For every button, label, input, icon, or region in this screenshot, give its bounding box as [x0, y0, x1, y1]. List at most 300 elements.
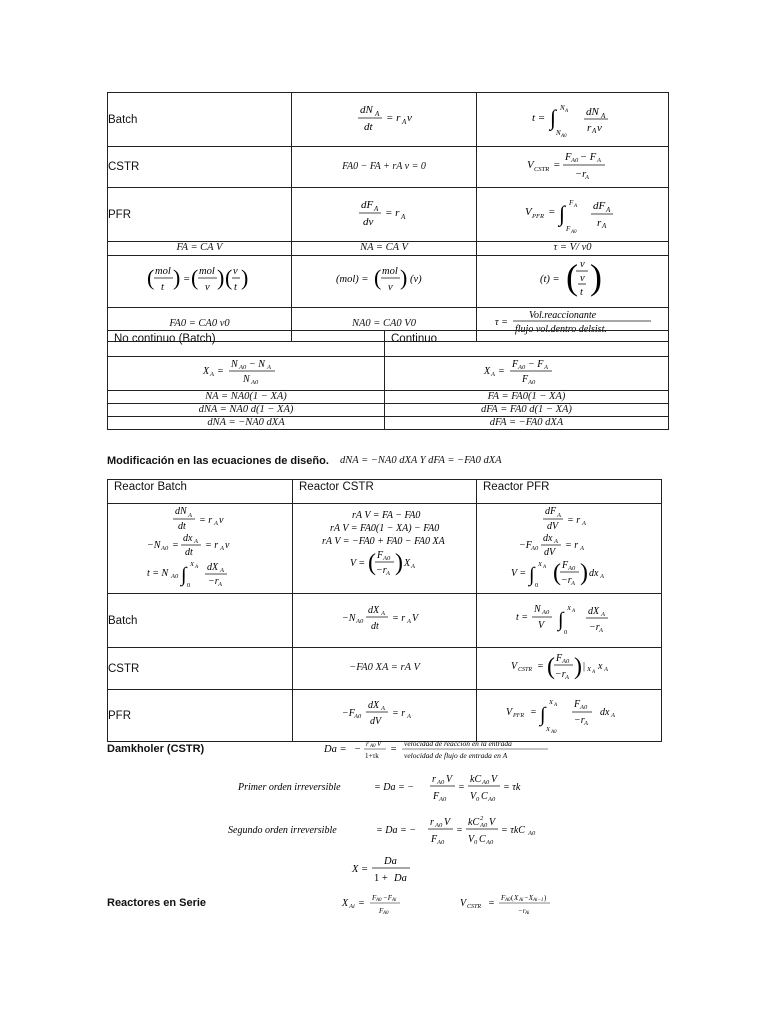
batch-moles-differential: dNA = NA0 d(1 − XA) — [108, 404, 385, 417]
table-row — [108, 391, 669, 404]
svg-text:A: A — [220, 545, 224, 552]
svg-text:v: v — [225, 540, 230, 551]
time-units — [477, 256, 669, 308]
header-continuous: Continuo — [385, 331, 669, 357]
svg-text:A0: A0 — [568, 565, 576, 572]
svg-text:F: F — [433, 791, 440, 802]
cstr-mole-balance: FA0 − FA + rA v = 0 — [292, 147, 477, 188]
svg-text:r: r — [586, 122, 591, 135]
svg-text:∫: ∫ — [540, 704, 546, 726]
svg-text:X =: X = — [352, 864, 369, 875]
svg-text:N: N — [243, 374, 250, 385]
table-row — [108, 242, 669, 256]
svg-text:dX: dX — [367, 700, 379, 711]
continuous-conversion-formula — [482, 357, 572, 385]
svg-text:A: A — [385, 570, 390, 577]
batch-time-conversion — [477, 594, 662, 648]
svg-text:−r: −r — [208, 576, 219, 587]
svg-text:): ) — [172, 265, 180, 290]
svg-text:A0: A0 — [486, 839, 494, 846]
svg-text:mol: mol — [154, 266, 171, 277]
cstr-step-1: rA V = FA − FA0 — [351, 510, 420, 521]
row-label-cstr: CSTR — [108, 147, 292, 188]
table-row — [108, 404, 669, 417]
space-time-numerator: Vol.reaccionante — [528, 310, 596, 321]
reactor-design-table — [107, 479, 662, 742]
series-conversion — [340, 890, 410, 918]
svg-text:dv: dv — [363, 216, 374, 229]
cstr-volume-conversion — [477, 648, 662, 690]
svg-text:V: V — [468, 834, 475, 845]
svg-text:Da: Da — [394, 873, 407, 884]
svg-text:A0: A0 — [580, 704, 588, 711]
svg-text:A: A — [601, 222, 606, 231]
svg-text:(: ( — [367, 550, 376, 576]
moles-units-formula — [334, 259, 434, 299]
svg-text:dN: dN — [175, 506, 187, 517]
pfr-derivation-formula — [509, 504, 629, 588]
svg-text:F: F — [431, 834, 438, 845]
svg-text:A: A — [611, 712, 615, 719]
svg-text:X: X — [203, 366, 210, 377]
svg-text:−r: −r — [518, 907, 526, 915]
svg-text:): ) — [240, 265, 248, 290]
svg-text:V: V — [489, 817, 496, 828]
svg-text:A: A — [584, 720, 588, 727]
svg-text:PFR: PFR — [513, 713, 524, 719]
svg-text:dX: dX — [367, 605, 379, 616]
svg-text:(: ( — [547, 654, 555, 680]
svg-text:X: X — [546, 726, 550, 733]
svg-text:A0: A0 — [435, 822, 443, 829]
continuous-flow-dx: dFA = −FA0 dXA — [385, 417, 669, 430]
svg-text:A: A — [401, 213, 406, 222]
damkohler-denominator: velocidad de flujo de entrada en A — [404, 751, 508, 760]
svg-text:A: A — [375, 110, 380, 119]
svg-text:=: = — [552, 158, 560, 171]
svg-text:A: A — [410, 563, 415, 570]
pfr-volume-formula — [523, 191, 623, 233]
svg-text:v: v — [219, 515, 224, 526]
svg-text:v: v — [596, 122, 602, 135]
svg-text:A: A — [582, 520, 586, 527]
svg-text:−r: −r — [561, 575, 572, 586]
space-time-relation: τ = V/ v0 — [477, 242, 669, 256]
svg-text:τ =: τ = — [494, 317, 508, 328]
svg-text:−F: −F — [383, 894, 392, 902]
svg-text:A: A — [267, 364, 271, 371]
svg-text:V: V — [446, 774, 453, 785]
svg-text:A0: A0 — [551, 730, 557, 735]
svg-text:): ) — [589, 257, 602, 297]
svg-text:A: A — [580, 545, 584, 552]
svg-text:V: V — [444, 817, 451, 828]
svg-text:−r: −r — [574, 168, 586, 180]
cstr-step-2: rA V = FA0(1 − XA) − FA0 — [329, 523, 439, 534]
svg-text:): ) — [216, 265, 224, 290]
svg-text:A0: A0 — [353, 713, 361, 720]
damkohler-heading: Damkholer (CSTR) — [107, 743, 205, 755]
cstr-volume-equation — [477, 147, 669, 188]
first-order-damkohler — [236, 770, 536, 806]
second-order-label: Segundo orden irreversible — [228, 825, 337, 836]
svg-text:X: X — [190, 561, 194, 568]
svg-text:A0: A0 — [562, 658, 570, 665]
svg-text:(: ( — [374, 265, 382, 290]
svg-text:(mol) =: (mol) = — [336, 274, 369, 285]
svg-text:v: v — [232, 266, 238, 277]
svg-text:A: A — [600, 573, 604, 580]
svg-text:A: A — [596, 156, 601, 164]
svg-text:dt: dt — [178, 521, 186, 532]
svg-text:− F: − F — [579, 151, 596, 163]
row-label-cstr-mode: CSTR — [108, 648, 293, 690]
svg-text:1+τk: 1+τk — [365, 752, 379, 760]
svg-text:A: A — [554, 703, 558, 708]
cstr-volume-conversion-formula — [509, 648, 629, 684]
svg-text:A0: A0 — [570, 156, 578, 164]
svg-text:N: N — [559, 104, 565, 113]
pfr-mole-balance — [292, 188, 477, 242]
conversion-table — [107, 330, 669, 430]
svg-text:−: − — [354, 744, 362, 755]
batch-conversion-formula — [201, 357, 291, 385]
svg-text:dN: dN — [360, 104, 373, 117]
svg-text:A0: A0 — [161, 545, 169, 552]
svg-text:−r: −r — [375, 565, 387, 576]
svg-text:|: | — [583, 661, 586, 672]
svg-text:= r: = r — [385, 207, 400, 220]
flow-relation: FA = CA V — [108, 242, 292, 256]
svg-text:mol: mol — [382, 266, 398, 277]
svg-text:Ai: Ai — [519, 898, 524, 903]
svg-text:= r: = r — [565, 540, 579, 551]
svg-text:X: X — [538, 561, 542, 568]
svg-text:PFR: PFR — [531, 213, 544, 221]
svg-text:= r: = r — [199, 515, 213, 526]
table-row — [108, 188, 669, 242]
svg-text:=: = — [217, 366, 224, 377]
svg-text:A: A — [557, 512, 561, 519]
continuous-flow: FA = FA0(1 − XA) — [385, 391, 669, 404]
svg-text:V: V — [470, 791, 477, 802]
svg-text:A: A — [218, 581, 222, 588]
svg-text:A: A — [599, 627, 603, 634]
svg-text:A: A — [572, 609, 576, 614]
svg-text:A0: A0 — [437, 779, 445, 786]
svg-text:A0: A0 — [517, 364, 525, 371]
svg-text:(: ( — [511, 894, 514, 902]
svg-text:N: N — [231, 359, 238, 370]
svg-text:A0: A0 — [531, 545, 539, 552]
pfr-volume-conversion-formula — [504, 691, 634, 735]
svg-text:X: X — [514, 894, 519, 902]
svg-text:A0: A0 — [439, 796, 447, 803]
svg-text:F: F — [556, 653, 563, 664]
series-volume — [458, 890, 578, 918]
svg-text:− F: − F — [527, 359, 543, 370]
svg-text:CSTR: CSTR — [467, 904, 482, 910]
svg-text:F: F — [562, 560, 569, 571]
batch-balance-formula — [344, 100, 424, 134]
header-batch: No continuo (Batch) — [108, 331, 385, 357]
svg-text:X: X — [403, 558, 410, 569]
svg-text:Ai: Ai — [392, 898, 397, 903]
svg-text:A: A — [210, 371, 214, 378]
svg-text:−F: −F — [341, 708, 355, 719]
batch-conversion-balance-formula — [340, 601, 430, 635]
svg-text:= Da = −: = Da = − — [374, 782, 414, 793]
batch-conversion-balance — [293, 594, 477, 648]
svg-text:= τkC: = τkC — [501, 825, 525, 836]
pfr-volume-conversion — [477, 690, 662, 742]
svg-text:dt: dt — [370, 621, 379, 632]
svg-text:A: A — [406, 713, 411, 720]
svg-text:A0: A0 — [437, 839, 445, 846]
svg-text:): ) — [580, 560, 588, 586]
svg-text:dV: dV — [547, 521, 559, 532]
svg-text:V: V — [460, 898, 467, 909]
svg-text:A0: A0 — [560, 134, 567, 138]
cstr-derivation — [293, 504, 477, 594]
svg-text:v: v — [204, 282, 210, 293]
svg-text:−r: −r — [555, 669, 566, 680]
svg-text:r: r — [366, 740, 369, 748]
batch-conversion — [108, 357, 385, 391]
svg-text:X: X — [342, 898, 349, 909]
svg-text:V: V — [377, 740, 382, 748]
svg-text:= r: = r — [391, 708, 405, 719]
svg-text:−r: −r — [574, 715, 585, 726]
svg-text:F: F — [372, 894, 377, 902]
table-row — [108, 504, 662, 594]
table-row — [108, 93, 669, 147]
svg-text:dx: dx — [183, 533, 193, 544]
svg-text:A: A — [543, 565, 547, 570]
svg-text:F: F — [574, 699, 581, 710]
svg-text:A: A — [406, 618, 411, 625]
svg-text:(v): (v) — [410, 274, 422, 285]
svg-text:−F: −F — [519, 540, 532, 551]
svg-text:2: 2 — [480, 815, 484, 822]
svg-text:dV: dV — [544, 547, 556, 558]
svg-text:Ai: Ai — [525, 911, 530, 916]
svg-text:): ) — [394, 550, 403, 576]
svg-text:− N: − N — [249, 359, 265, 370]
svg-text:−N: −N — [341, 613, 355, 624]
svg-text:V: V — [524, 206, 532, 219]
batch-time-formula — [528, 97, 618, 137]
svg-text:A0: A0 — [239, 364, 247, 371]
row-label-batch: Batch — [108, 93, 292, 147]
svg-text:F: F — [568, 199, 573, 208]
svg-text:A0: A0 — [488, 796, 496, 803]
row-label-batch-mode: Batch — [108, 594, 293, 648]
svg-text:A: A — [592, 670, 596, 675]
svg-text:∫: ∫ — [529, 564, 535, 586]
table-row — [108, 331, 669, 357]
svg-text:dF: dF — [545, 506, 557, 517]
svg-text:(t) =: (t) = — [539, 274, 560, 285]
damkohler-conversion — [350, 852, 430, 886]
svg-text:t: t — [160, 282, 164, 293]
svg-text:A: A — [188, 512, 192, 519]
svg-text:0: 0 — [187, 582, 191, 588]
svg-text:t: t — [579, 287, 583, 298]
svg-text:F: F — [564, 151, 571, 163]
svg-text:v: v — [407, 112, 412, 125]
svg-text:A0: A0 — [505, 898, 511, 903]
svg-text:r: r — [430, 817, 434, 828]
header-reactor-batch: Reactor Batch — [108, 480, 293, 504]
damkohler-numerator: velocidad de reacción en la entrada — [404, 739, 512, 748]
svg-text:=: = — [182, 274, 190, 285]
svg-text:−X: −X — [524, 894, 533, 902]
second-order-damkohler — [226, 812, 546, 850]
modification-equation: dNA = −NA0 dXA Y dFA = −FA0 dXA — [340, 455, 502, 466]
svg-text:X: X — [483, 366, 490, 377]
svg-text:t: t — [233, 282, 237, 293]
svg-text:dx: dx — [543, 533, 553, 544]
svg-text:t =: t = — [531, 112, 545, 125]
table-row — [108, 147, 669, 188]
svg-text:(: ( — [190, 265, 198, 290]
svg-text:t =: t = — [516, 612, 529, 623]
svg-text:F: F — [521, 374, 528, 385]
svg-text:−N: −N — [147, 540, 161, 551]
header-reactor-pfr: Reactor PFR — [477, 480, 662, 504]
design-equations-table — [107, 92, 669, 342]
svg-text:V: V — [511, 661, 518, 672]
cstr-conversion-balance: −FA0 XA = rA V — [293, 648, 477, 690]
svg-text:= r: = r — [386, 112, 401, 125]
svg-text:(: ( — [565, 257, 578, 297]
batch-time-conversion-formula — [514, 596, 624, 640]
svg-text:A0: A0 — [383, 911, 389, 916]
svg-text:∫: ∫ — [549, 105, 556, 131]
svg-text:Ai−1: Ai−1 — [533, 898, 544, 903]
svg-text:A: A — [214, 520, 218, 527]
table-row — [108, 256, 669, 308]
svg-text:=: = — [530, 707, 537, 718]
svg-text:= τk: = τk — [503, 782, 521, 793]
svg-text:dt: dt — [185, 547, 193, 558]
cstr-derivation-formula — [320, 504, 450, 588]
flow-conc-relation: FA0 = CA0 v0 — [108, 308, 292, 342]
pfr-conversion-balance-formula — [340, 696, 430, 730]
batch-derivation — [108, 504, 293, 594]
svg-text:A0: A0 — [355, 618, 363, 625]
svg-text:A0: A0 — [382, 555, 390, 562]
svg-text:x: x — [598, 661, 603, 672]
cstr-volume-formula — [523, 148, 623, 182]
svg-text:X: X — [587, 666, 591, 673]
svg-text:=: = — [488, 898, 495, 909]
svg-text:A: A — [564, 109, 568, 115]
svg-text:0: 0 — [535, 582, 539, 588]
svg-text:dF: dF — [592, 200, 605, 213]
svg-text:A0: A0 — [171, 573, 179, 580]
svg-text:mol: mol — [198, 266, 215, 277]
continuous-conversion — [385, 357, 669, 391]
pfr-derivation — [477, 504, 662, 594]
batch-time-equation — [477, 93, 669, 147]
continuous-flow-differential: dFA = FA0 d(1 − XA) — [385, 404, 669, 417]
svg-text:C: C — [481, 791, 488, 802]
svg-text:kC: kC — [470, 774, 482, 785]
svg-text:∫: ∫ — [558, 609, 564, 631]
header-reactor-cstr: Reactor CSTR — [293, 480, 477, 504]
svg-text:V: V — [411, 613, 418, 624]
svg-text:(: ( — [553, 560, 561, 586]
svg-text:dX: dX — [588, 606, 600, 617]
svg-text:F: F — [501, 894, 506, 902]
batch-mole-balance — [292, 93, 477, 147]
svg-text:dV: dV — [369, 716, 381, 727]
damkohler-definition-lhs: Da = — [324, 744, 347, 755]
damkohler-definition — [320, 736, 560, 764]
svg-text:V: V — [506, 707, 513, 718]
svg-text:dx: dx — [600, 707, 610, 718]
svg-text:A0: A0 — [370, 744, 376, 749]
svg-text:A: A — [490, 371, 495, 378]
svg-text:=: = — [537, 661, 544, 672]
svg-text:A0: A0 — [542, 609, 550, 616]
table-row — [108, 480, 662, 504]
svg-text:Ai: Ai — [349, 903, 355, 910]
svg-text:A: A — [604, 666, 608, 673]
svg-text:A: A — [571, 580, 575, 587]
svg-text:0: 0 — [474, 839, 478, 846]
svg-text:X: X — [567, 605, 571, 612]
svg-text:=: = — [358, 898, 365, 909]
svg-text:F: F — [376, 550, 383, 561]
svg-text:X: X — [549, 699, 553, 706]
svg-text:V: V — [491, 774, 498, 785]
pfr-conversion-balance — [293, 690, 477, 742]
svg-text:t = N: t = N — [147, 568, 169, 579]
svg-text:=: = — [390, 744, 398, 755]
table-row — [108, 690, 662, 742]
svg-text:V: V — [526, 158, 534, 171]
svg-text:1 +: 1 + — [374, 873, 388, 884]
svg-text:r: r — [432, 774, 436, 785]
svg-text:dN: dN — [585, 106, 599, 119]
svg-text:0: 0 — [476, 796, 480, 803]
svg-text:A: A — [380, 610, 385, 617]
svg-text:A: A — [591, 127, 596, 136]
svg-text:): ) — [574, 654, 582, 680]
svg-text:= r: = r — [205, 540, 219, 551]
svg-text:A: A — [374, 205, 379, 214]
svg-text:=: = — [497, 366, 505, 377]
svg-text:r: r — [596, 217, 601, 230]
svg-text:A0: A0 — [480, 822, 488, 829]
svg-text:=: = — [172, 540, 179, 551]
svg-text:= Da = −: = Da = − — [376, 825, 416, 836]
table-row — [108, 417, 669, 430]
svg-text:A0: A0 — [251, 379, 259, 385]
svg-text:CSTR: CSTR — [533, 165, 549, 173]
table-row — [108, 594, 662, 648]
svg-text:(: ( — [146, 265, 154, 290]
svg-text:=: = — [456, 825, 463, 836]
row-label-pfr-mode: PFR — [108, 690, 293, 742]
svg-text:A: A — [601, 611, 605, 618]
svg-text:F: F — [511, 359, 518, 370]
flow-units-formula — [145, 259, 255, 299]
cstr-step-3: rA V = −FA0 + FA0 − FA0 XA — [321, 536, 445, 547]
